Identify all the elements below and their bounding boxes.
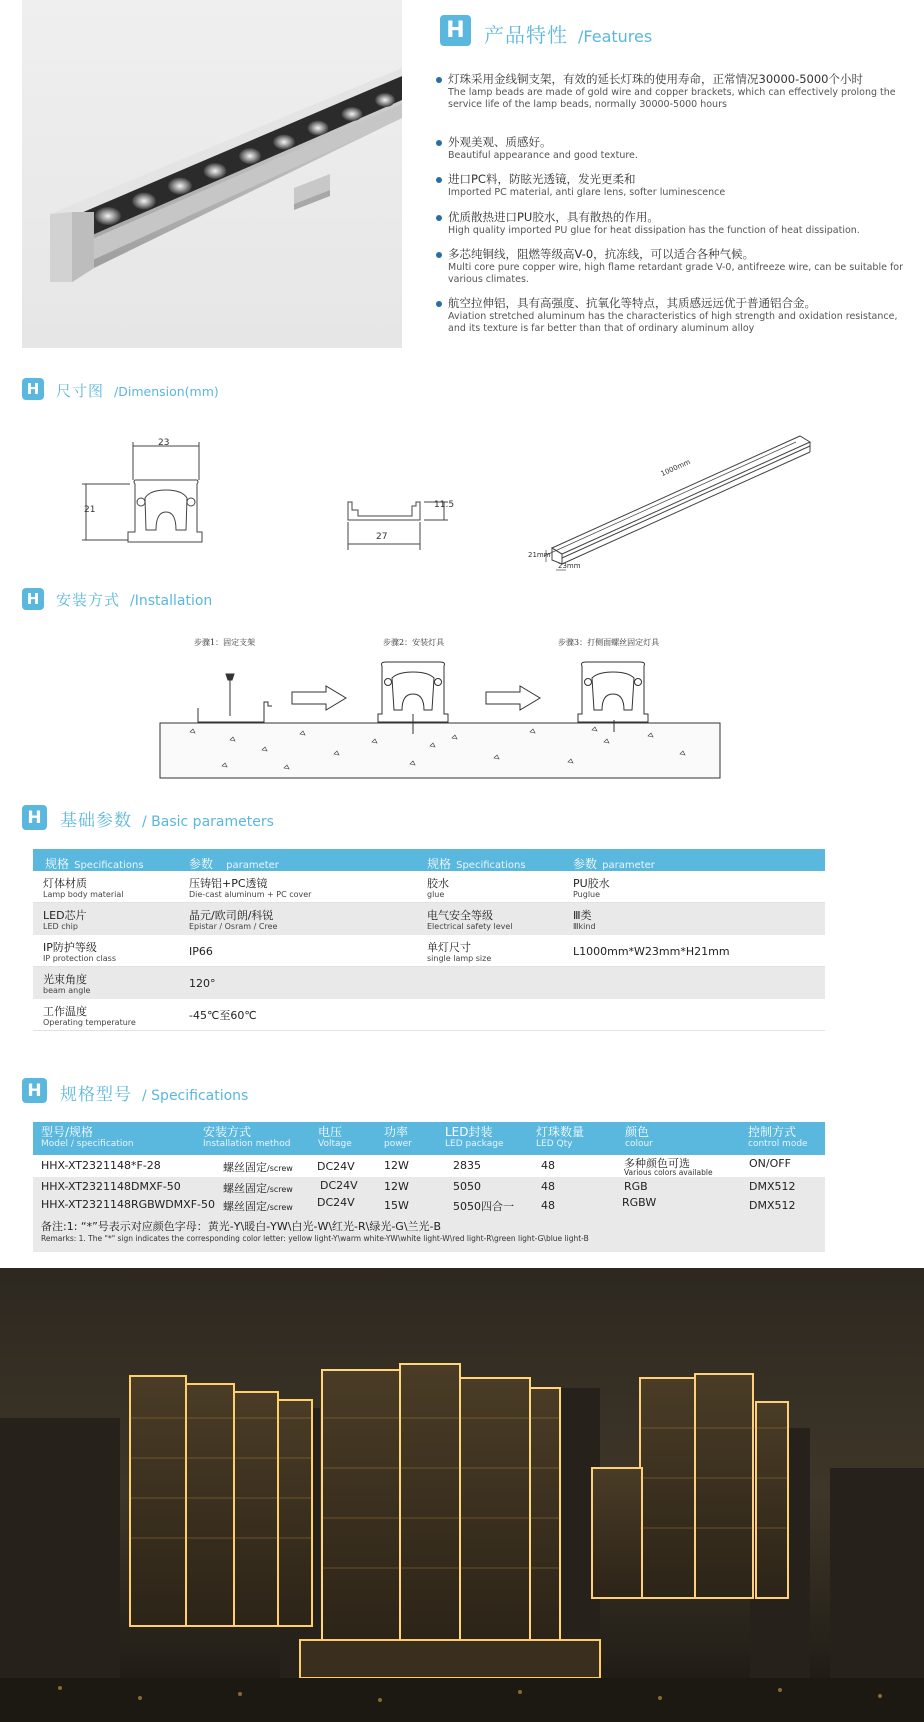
table-row [33,1196,825,1252]
row-value-cn: IP66 [189,945,213,958]
col-package-en: LED package [445,1139,504,1149]
row-voltage: DC24V [320,1179,358,1192]
row-key2-en: Electrical safety level [427,922,513,931]
row-key2-cn: 电气安全等级 [427,909,493,922]
step3-label: 步骤3：打侧面螺丝固定灯具 [558,638,660,647]
header-spec [45,853,144,872]
row-install-en: /screw [267,1185,293,1194]
basic-heading [60,806,274,831]
feature-item [448,135,908,162]
row-install-cn: 螺丝固定 [223,1161,267,1174]
row-value-cn: 压铸铝+PC透镜 [189,877,268,890]
header-spec2-en: Specifications [456,860,526,871]
feature-cn: 优质散热进口PU胶水，具有散热的作用。 [448,210,659,224]
basic-title-en: / Basic parameters [142,814,274,830]
row-color: RGBW [622,1196,657,1209]
row-install [223,1180,293,1196]
header-spec2-cn: 规格 [427,857,452,871]
side-23-label: 23mm [558,562,581,570]
basic-title-cn: 基础参数 [60,811,132,831]
row-key-cn: 灯体材质 [43,877,87,890]
feature-item [448,247,908,286]
col-power-cn: 功率 [384,1125,409,1139]
row-install-cn: 螺丝固定 [223,1200,267,1213]
row-color: 多种颜色可选 [624,1157,690,1170]
row-value2-en: Ⅲkind [573,922,596,931]
row-install-cn: 螺丝固定 [223,1182,267,1195]
feature-item [448,172,908,199]
bullet-icon [436,77,442,83]
specs-note-en: Remarks: 1. The "*" sign indicates the corresponding color letter: yellow light-Y\warm white-YW\white light-W\red light-R\green light-G\blue light-B [41,1234,589,1243]
row-key-en: LED chip [43,922,78,931]
bullet-icon [436,301,442,307]
installation-title-cn: 安装方式 [56,591,121,609]
row-color-en: Various colors available [624,1168,713,1177]
width-23-label: 23 [158,438,170,448]
bullet-icon [436,140,442,146]
features-h-icon: H [440,15,471,46]
feature-cn: 多芯纯铜线，阻燃等级高V-0，抗冻线，可以适合各种气候。 [448,247,755,261]
specs-heading [60,1080,248,1105]
specs-h-icon: H [22,1078,47,1103]
bullet-icon [436,177,442,183]
row-qty: 48 [541,1180,555,1193]
row-key-cn: 工作温度 [43,1005,87,1018]
row-model: HHX-XT2321148DMXF-50 [41,1180,181,1193]
table-row [33,1177,825,1196]
header-spec-cn: 规格 [45,857,70,871]
feature-item [448,210,908,237]
row-install [223,1159,293,1175]
row-key2-en: glue [427,890,445,899]
feature-cn: 灯珠采用金线铜支架，有效的延长灯珠的使用寿命，正常情况30000-5000个小时 [448,72,863,86]
row-voltage: DC24V [317,1160,355,1173]
row-key-cn: LED芯片 [43,909,87,922]
row-install [223,1198,293,1214]
row-color: RGB [624,1180,648,1193]
bullet-icon [436,252,442,258]
specs-note-cn: 备注:1: “*”号表示对应颜色字母：黄光-Y\暖白-YW\白光-W\红光-R\绿光-G\兰光-B [41,1220,442,1233]
row-value-cn: 晶元/欧司朗/科锐 [189,909,274,922]
col-package-cn: LED封装 [445,1125,493,1139]
feature-en: High quality imported PU glue for heat dissipation has the function of heat dissipation. [448,225,860,236]
col-install-en: Installation method [203,1139,291,1149]
table-row [33,903,825,935]
row-voltage: DC24V [317,1196,355,1209]
header-param2-en: parameter [602,860,655,871]
row-package: 5050四合一 [453,1200,514,1213]
bullet-icon [436,215,442,221]
row-key2-cn: 胶水 [427,877,449,890]
table-row [33,999,825,1031]
specs-title-cn: 规格型号 [60,1085,132,1105]
col-qty-cn: 灯珠数量 [536,1125,585,1139]
header-param2-cn: 参数 [573,857,598,871]
header-param-cn: 参数 [189,857,214,871]
installation-h-icon: H [22,588,44,610]
dimension-drawings [0,420,924,580]
table-row [33,935,825,967]
row-qty: 48 [541,1199,555,1212]
dimension-title-en: /Dimension(mm) [114,384,219,399]
col-model-cn: 型号/规格 [41,1125,94,1139]
row-value-cn: 120° [189,977,216,990]
specs-table-header [33,1122,825,1155]
installation-heading [56,589,212,610]
row-install-en: /screw [267,1203,293,1212]
row-power: 12W [384,1159,409,1172]
row-key-en: Lamp body material [43,890,124,899]
row-key2-cn: 单灯尺寸 [427,941,471,954]
row-key-en: IP protection class [43,954,116,963]
col-qty-en: LED Qty [536,1139,573,1149]
col-voltage-cn: 电压 [318,1125,343,1139]
dimension-h-icon: H [22,378,44,400]
col-power-en: power [384,1139,412,1149]
header-param [189,853,279,872]
side-21-label: 21mm [528,551,551,559]
row-value2-cn: Ⅲ类 [573,909,592,922]
row-model: HHX-XT2321148*F-28 [41,1159,161,1172]
dimension-title-cn: 尺寸图 [56,382,105,400]
height-21-label: 21 [84,505,96,515]
row-value2-cn: L1000mm*W23mm*H21mm [573,945,730,958]
night-scene-illustration [0,1268,924,1722]
table-header [33,849,825,871]
feature-item [448,72,908,111]
feature-cn: 航空拉伸铝，具有高强度、抗氧化等特点，其质感远远优于普通铝合金。 [448,296,816,310]
row-package: 5050 [453,1180,481,1193]
row-value-en: Epistar / Osram / Cree [189,922,278,931]
row-value-en: Die-cast aluminum + PC cover [189,890,312,899]
table-row [33,871,825,903]
row-power: 15W [384,1199,409,1212]
row-control: DMX512 [749,1180,796,1193]
dimension-heading [56,380,219,401]
header-param-en: parameter [226,860,279,871]
header-spec-en: Specifications [74,860,144,871]
height-11-5-label: 11.5 [434,500,455,510]
col-install-cn: 安装方式 [203,1125,252,1139]
col-model-en: Model / specification [41,1139,134,1149]
header-param2 [573,853,655,872]
feature-en: Imported PC material, anti glare lens, softer luminescence [448,187,726,198]
length-label: 1000mm [659,457,692,479]
feature-cn: 进口PC料，防眩光透镜，发光更柔和 [448,172,636,186]
installation-title-en: /Installation [130,593,213,609]
row-control: ON/OFF [749,1157,791,1170]
feature-en: Aviation stretched aluminum has the characteristics of high strength and oxidation resistance, and its texture is far better than that of ordinary aluminum alloy [448,311,898,334]
row-control: DMX512 [749,1199,796,1212]
col-control-cn: 控制方式 [748,1125,797,1139]
row-value2-en: Puglue [573,890,601,899]
product-image [22,0,402,348]
row-key2-en: single lamp size [427,954,492,963]
specs-title-en: / Specifications [142,1088,249,1104]
col-voltage-en: Voltage [318,1139,352,1149]
col-color-cn: 颜色 [625,1125,650,1139]
row-qty: 48 [541,1159,555,1172]
col-control-en: control mode [748,1139,808,1149]
night-building-photo [0,1268,924,1722]
features-title-cn: 产品特性 [484,23,568,47]
installation-diagram [0,650,924,780]
row-value-cn: -45℃至60℃ [189,1009,257,1022]
feature-en: The lamp beads are made of gold wire and copper brackets, which can effectively prolong the service life of the lamp beads, normally 30000-5000 hours [448,87,896,110]
row-key-cn: 光束角度 [43,973,87,986]
led-bar-illustration [22,0,402,348]
row-key-en: beam angle [43,986,91,995]
feature-item [448,296,908,335]
header-spec2 [427,853,526,872]
row-value2-cn: PU胶水 [573,877,610,890]
width-27-label: 27 [376,532,388,542]
row-package: 2835 [453,1159,481,1172]
feature-cn: 外观美观、质感好。 [448,135,552,149]
table-row [33,967,825,999]
step2-label: 步骤2：安装灯具 [383,638,445,647]
row-model: HHX-XT2321148RGBWDMXF-50 [41,1198,215,1211]
features-title-en: /Features [578,27,653,46]
table-row [33,1155,825,1177]
step1-label: 步骤1：固定支架 [194,638,256,647]
row-install-en: /screw [267,1164,293,1173]
row-key-en: Operating temperature [43,1018,136,1027]
row-power: 12W [384,1180,409,1193]
feature-en: Beautiful appearance and good texture. [448,150,638,161]
row-key-cn: IP防护等级 [43,941,97,954]
basic-h-icon: H [22,805,47,830]
feature-en: Multi core pure copper wire, high flame retardant grade V-0, antifreeze wire, can be suitable for various climates. [448,262,904,285]
features-heading [484,19,652,48]
col-color-en: colour [625,1139,653,1149]
